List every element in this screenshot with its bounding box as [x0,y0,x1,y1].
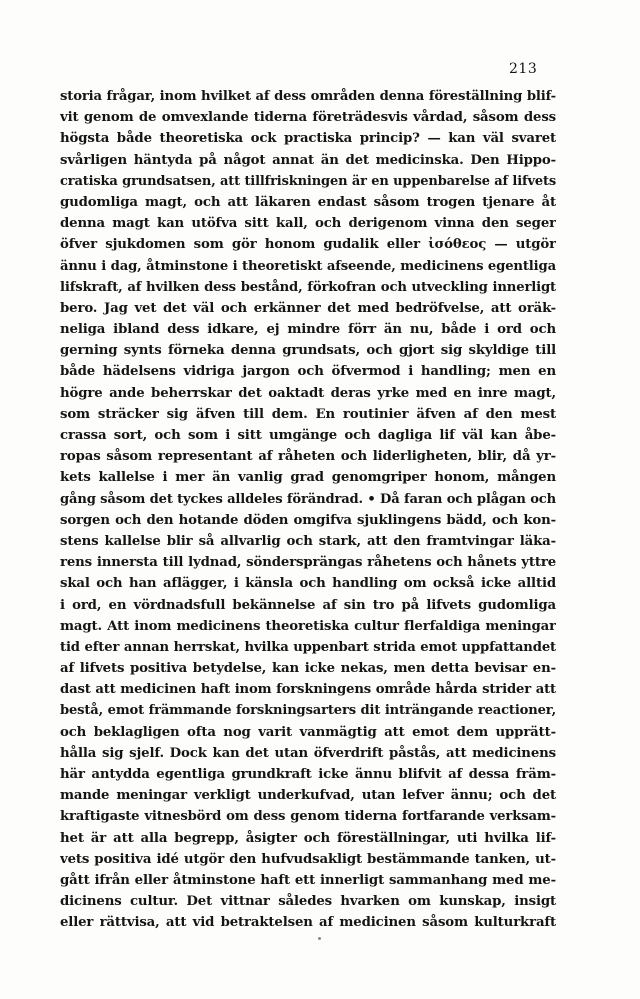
text-line: het är att alla begrepp, åsigter och föreställningar, uti hvilka lif- [60,830,556,846]
text-line: både hädelsens vidriga jargon och öfvermod i handling; men en [60,364,556,380]
text-line: bero. Jag vet det väl och erkänner det med bedröfvelse, att oräk- [60,300,556,316]
text-line: cratiska grundsatsen, att tillfriskningen är en uppenbarelse af lifvets [60,173,556,189]
text-line: ropas såsom representant af råheten och liderligheten, blir, då yr- [60,449,556,465]
text-line: dicinens cultur. Det vittnar således hvarken om kunskap, insigt [60,894,556,910]
text-line: mande meningar verkligt underkufvad, utan lefver ännu; och det [60,788,556,804]
text-line: tid efter annan herrskat, hvilka uppenbart strida emot uppfattandet [60,639,556,655]
text-line: kets kallelse i mer än vanlig grad genomgriper honom, mången [60,470,556,486]
text-line: här antydda egentliga grundkraft icke ännu blifvit af dessa främ- [60,767,556,782]
text-line: som sträcker sig äfven till dem. En routinier äfven af den mest [60,406,556,422]
text-line: ännu i dag, åtminstone i theoretiskt afseende, medicinens egentliga [60,258,556,274]
text-line: vets positiva idé utgör den hufvudsakligt bestämmande tanken, ut- [60,851,556,867]
text-line: storia frågar, inom hvilket af dess områden denna föreställning blif- [60,89,556,104]
text-line: crassa sort, och som i sitt umgänge och dagliga lif väl kan åbe- [60,428,556,443]
text-line: rens innersta till lydnad, söndersprängas råhetens och hånets yttre [60,555,556,571]
text-line: stens kallelse blir så allvarlig och stark, att den framtvingar läka- [60,533,556,549]
text-line: denna magt kan utöfva sitt kall, och derigenom vinna den seger [60,216,556,232]
text-line: bestå, emot främmande forskningsarters dit inträngande reactioner, [60,703,556,719]
text-line: gerning synts förneka denna grundsats, och gjort sig skyldige till [60,343,556,359]
text-line: af lifvets positiva betydelse, kan icke nekas, men detta bevisar en- [60,661,556,677]
text-line: magt. Att inom medicinens theoretiska cultur flerfaldiga meningar [60,618,556,634]
text-line: sorgen och den hotande döden omgifva sjuklingens bädd, och kon- [60,512,556,528]
text-line: skal och han aflägger, i känsla och handling om också icke alltid [60,576,556,592]
text-line: eller rättvisa, att vid betraktelsen af medicinen såsom kulturkraft [60,915,556,931]
print-speck [318,937,321,940]
text-line: högsta både theoretiska ock practiska princip? — kan väl svaret [60,131,556,147]
text-line: svårligen häntyda på något annat än det medicinska. Den Hippo- [60,152,556,168]
text-line: öfver sjukdomen som gör honom gudalik eller ἰσόθεος — utgör [60,237,556,253]
text-line: hålla sig sjelf. Dock kan det utan öfverdrift påstås, att medicinens [60,745,556,761]
text-line: gudomliga magt, och att läkaren endast såsom trogen tjenare åt [60,194,556,210]
text-line: gått ifrån eller åtminstone haft ett innerligt sammanhang med me- [60,872,556,888]
text-line: neliga ibland dess idkare, ej mindre förr än nu, både i ord och [60,322,556,338]
text-line: vit genom de omvexlande tiderna företrädesvis vårdad, såsom dess [60,110,556,126]
text-line: högre ande beherrskar det oaktadt deras yrke med en inre magt, [60,385,556,401]
page-number: 213 [509,61,538,77]
text-line: lifskraft, af hvilken dess bestånd, förkofran och utveckling innerligt [60,279,556,295]
text-line: kraftigaste vitnesbörd om dess genom tiderna fortfarande verksam- [60,809,556,825]
text-line: gång såsom det tyckes alldeles förändrad. • Då faran och plågan och [60,491,556,507]
body-text [60,86,556,934]
text-line: i ord, en vördnadsfull bekännelse af sin tro på lifvets gudomliga [60,597,556,613]
text-line: dast att medicinen haft inom forskningens område hårda strider att [60,682,556,698]
text-line: och beklagligen ofta nog varit vanmägtig att emot dem upprätt- [60,724,556,740]
